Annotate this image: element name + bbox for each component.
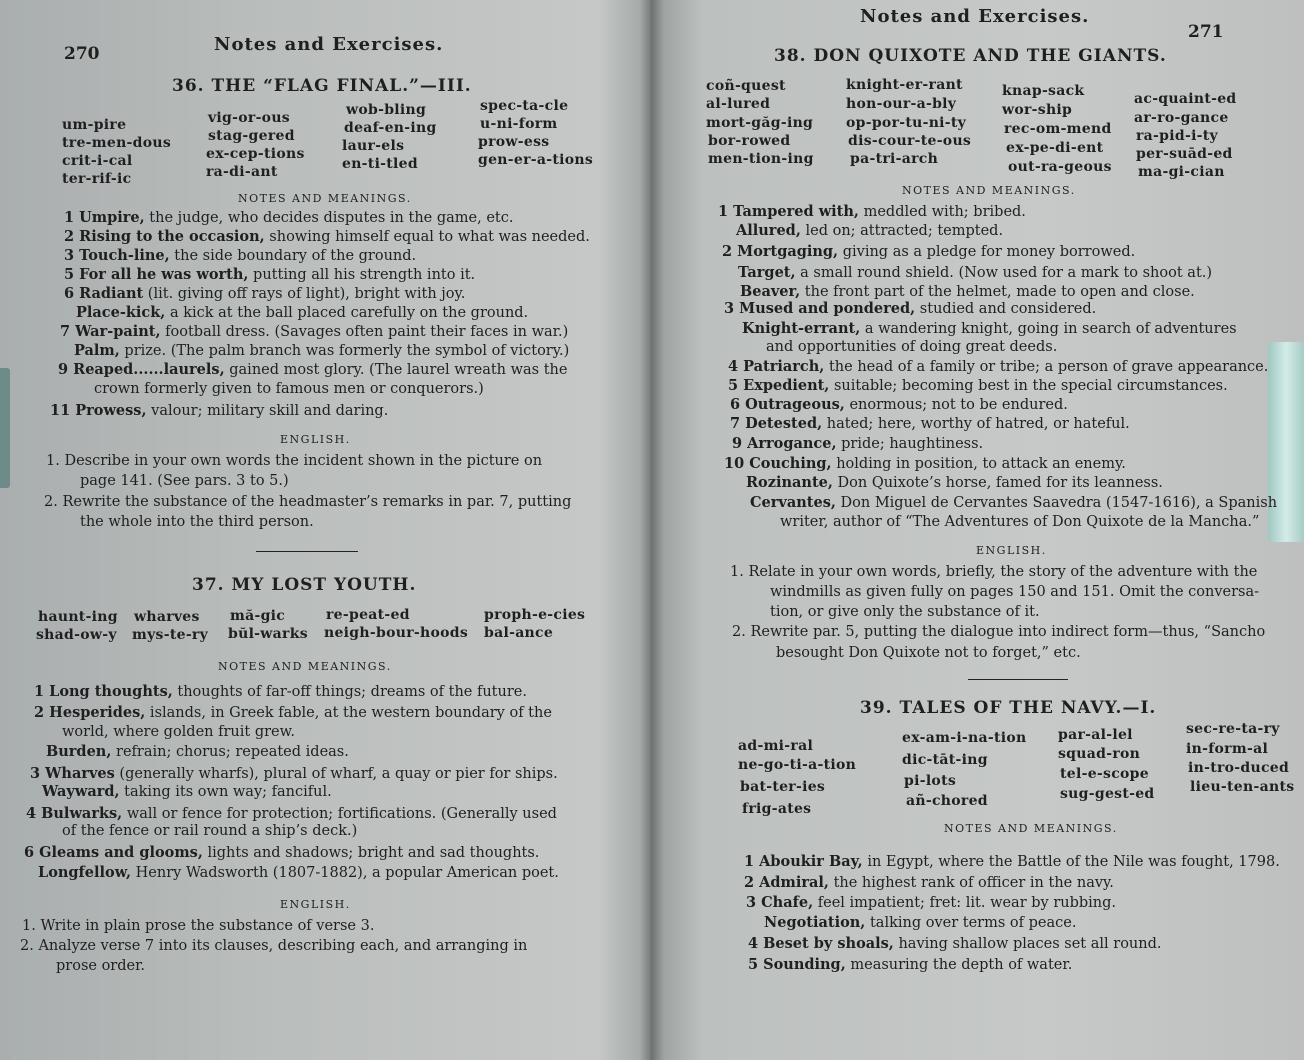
exercise-line: tion, or give only the substance of it. — [770, 604, 1040, 620]
vocab-word: out-ra-geous — [1008, 159, 1112, 175]
note-line: Knight-errant, a wandering knight, going in search of adventures — [742, 320, 1237, 337]
vocab-word: mys-te-ry — [132, 627, 209, 643]
note-line: world, where golden fruit grew. — [62, 724, 295, 740]
exercise-line: 1. Relate in your own words, briefly, the story of the adventure with the — [730, 564, 1258, 580]
vocab-word: ma-gi-cian — [1138, 164, 1225, 180]
vocab-word: wor-ship — [1002, 102, 1073, 118]
exercise-line: 2. Analyze verse 7 into its clauses, describing each, and arranging in — [20, 938, 528, 954]
note-line: 4 Bulwarks, wall or fence for protection; fortifications. (Generally used — [26, 805, 557, 822]
vocab-word: tre-men-dous — [62, 135, 172, 151]
vocab-word: ar-ro-gance — [1134, 110, 1229, 126]
note-line: Burden, refrain; chorus; repeated ideas. — [46, 743, 349, 760]
vocab-word: bal-ance — [484, 625, 554, 641]
exercise-line: the whole into the third person. — [80, 514, 314, 530]
vocab-word: crit-i-cal — [62, 153, 133, 169]
exercise-line: windmills as given fully on pages 150 and 151. Omit the conversa- — [770, 584, 1260, 600]
running-head-right: Notes and Exercises. — [860, 6, 1090, 27]
note-line: 9 Arrogance, pride; haughtiness. — [732, 435, 984, 452]
vocab-word: al-lured — [706, 96, 771, 112]
vocab-word: ad-mi-ral — [738, 738, 814, 754]
note-line: crown formerly given to famous men or conquerors.) — [94, 381, 484, 397]
note-line: Beaver, the front part of the helmet, made to open and close. — [740, 283, 1195, 300]
vocab-word: sec-re-ta-ry — [1186, 721, 1280, 737]
english-caption: ENGLISH. — [280, 433, 351, 446]
page-number-right: 271 — [1188, 22, 1224, 42]
section-divider — [968, 679, 1068, 680]
vocab-word: mă-gic — [230, 608, 286, 624]
exercise-line: 1. Describe in your own words the incident shown in the picture on — [46, 453, 543, 469]
vocab-word: añ-chored — [906, 793, 988, 809]
vocab-word: bŭl-warks — [228, 626, 308, 642]
section-38-title: 38. DON QUIXOTE AND THE GIANTS. — [774, 46, 1167, 66]
vocab-word: rec-om-mend — [1004, 121, 1112, 137]
vocab-word: dic-tāt-ing — [902, 752, 988, 768]
vocab-word: shad-ow-y — [36, 627, 117, 643]
note-line: 1 Long thoughts, thoughts of far-off things; dreams of the future. — [34, 683, 527, 700]
note-line: 2 Hesperides, islands, in Greek fable, at the western boundary of the — [34, 704, 552, 721]
vocab-word: in-tro-duced — [1188, 760, 1290, 776]
note-line: 2 Rising to the occasion, showing himself equal to what was needed. — [64, 228, 590, 245]
note-line: 11 Prowess, valour; military skill and daring. — [50, 402, 389, 419]
vocab-word: pa-tri-arch — [850, 151, 939, 167]
note-line: 5 For all he was worth, putting all his strength into it. — [64, 266, 476, 283]
exercise-line: 2. Rewrite par. 5, putting the dialogue into indirect form—thus, “Sancho — [732, 624, 1266, 640]
vocab-word: frig-ates — [742, 801, 812, 817]
note-line: 7 War-paint, football dress. (Savages often paint their faces in war.) — [60, 323, 569, 340]
vocab-word: bor-rowed — [708, 133, 791, 149]
book-gutter — [640, 0, 664, 1060]
vocab-word: prow-ess — [478, 134, 550, 150]
vocab-word: hon-our-a-bly — [846, 96, 957, 112]
vocab-word: um-pire — [62, 117, 127, 133]
right-page-glass-weight — [1268, 342, 1304, 542]
note-line: Wayward, taking its own way; fanciful. — [42, 783, 332, 800]
left-page-clip — [0, 368, 10, 488]
vocab-word: lieu-ten-ants — [1190, 779, 1295, 795]
note-line: Longfellow, Henry Wadsworth (1807-1882), a popular American poet. — [38, 864, 559, 881]
note-line: Allured, led on; attracted; tempted. — [736, 222, 1004, 239]
vocab-word: ex-pe-di-ent — [1006, 140, 1104, 156]
note-line: Cervantes, Don Miguel de Cervantes Saavedra (1547-1616), a Spanish — [750, 494, 1278, 511]
note-line: 6 Outrageous, enormous; not to be endured. — [730, 396, 1068, 413]
section-39-title: 39. TALES OF THE NAVY.—I. — [860, 698, 1157, 718]
note-line: and opportunities of doing great deeds. — [766, 339, 1058, 355]
section-36-title: 36. THE “FLAG FINAL.”—III. — [172, 76, 472, 96]
vocab-word: deaf-en-ing — [344, 120, 437, 136]
exercise-line: 1. Write in plain prose the substance of verse 3. — [22, 918, 375, 934]
note-line: 3 Mused and pondered, studied and considered. — [724, 300, 1097, 317]
note-line: Negotiation, talking over terms of peace. — [764, 914, 1077, 931]
vocab-word: proph-e-cies — [484, 607, 586, 623]
vocab-word: ra-pid-i-ty — [1136, 128, 1218, 144]
note-line: Rozinante, Don Quixote’s horse, famed for its leanness. — [746, 474, 1163, 491]
notes-caption: NOTES AND MEANINGS. — [902, 184, 1076, 197]
exercise-line: besought Don Quixote not to forget,” etc. — [776, 645, 1081, 661]
note-line: 3 Touch-line, the side boundary of the ground. — [64, 247, 417, 264]
note-line: Target, a small round shield. (Now used for a mark to shoot at.) — [738, 264, 1213, 281]
note-line: 7 Detested, hated; here, worthy of hatred, or hateful. — [730, 415, 1130, 432]
english-caption: ENGLISH. — [976, 544, 1047, 557]
section-37-title: 37. MY LOST YOUTH. — [192, 575, 417, 595]
notes-caption: NOTES AND MEANINGS. — [218, 660, 392, 673]
vocab-word: tel-e-scope — [1060, 766, 1149, 782]
note-line: 5 Sounding, measuring the depth of water. — [748, 956, 1073, 973]
vocab-word: mort-găg-ing — [706, 115, 814, 131]
vocab-word: gen-er-a-tions — [478, 152, 594, 168]
vocab-word: dis-cour-te-ous — [848, 133, 972, 149]
note-line: 4 Patriarch, the head of a family or tribe; a person of grave appearance. — [728, 358, 1269, 375]
note-line: 1 Tampered with, meddled with; bribed. — [718, 203, 1026, 220]
vocab-word: laur-els — [342, 138, 405, 154]
vocab-word: op-por-tu-ni-ty — [846, 115, 967, 131]
vocab-word: per-suād-ed — [1136, 146, 1233, 162]
notes-caption: NOTES AND MEANINGS. — [238, 192, 412, 205]
vocab-word: ne-go-ti-a-tion — [738, 757, 857, 773]
vocab-word: re-peat-ed — [326, 607, 410, 623]
vocab-word: neigh-bour-hoods — [324, 625, 468, 641]
note-line: 3 Chafe, feel impatient; fret: lit. wear by rubbing. — [746, 894, 1117, 911]
exercise-line: 2. Rewrite the substance of the headmaster’s remarks in par. 7, putting — [44, 494, 572, 510]
vocab-word: en-ti-tled — [342, 156, 418, 172]
vocab-word: spec-ta-cle — [480, 98, 569, 114]
vocab-word: ac-quaint-ed — [1134, 91, 1237, 107]
note-line: of the fence or rail round a ship’s deck.) — [62, 823, 358, 839]
english-caption: ENGLISH. — [280, 898, 351, 911]
running-head-left: Notes and Exercises. — [214, 34, 444, 55]
note-line: Place-kick, a kick at the ball placed carefully on the ground. — [76, 304, 529, 321]
note-line: 1 Umpire, the judge, who decides disputes in the game, etc. — [64, 209, 514, 226]
note-line: 5 Expedient, suitable; becoming best in the special circumstances. — [728, 377, 1228, 394]
section-divider — [256, 551, 358, 552]
exercise-line: prose order. — [56, 958, 146, 974]
vocab-word: squad-ron — [1058, 746, 1141, 762]
vocab-word: ex-cep-tions — [206, 146, 305, 162]
vocab-word: knap-sack — [1002, 83, 1085, 99]
note-line: 10 Couching, holding in position, to attack an enemy. — [724, 455, 1126, 472]
vocab-word: sug-gest-ed — [1060, 786, 1155, 802]
page-number-left: 270 — [64, 44, 100, 64]
note-line: Palm, prize. (The palm branch was formerly the symbol of victory.) — [74, 342, 570, 359]
vocab-word: bat-ter-ies — [740, 779, 826, 795]
vocab-word: coñ-quest — [706, 78, 786, 94]
note-line: 4 Beset by shoals, having shallow places set all round. — [748, 935, 1162, 952]
note-line: 6 Radiant (lit. giving off rays of light), bright with joy. — [64, 285, 466, 302]
vocab-word: ter-rif-ic — [62, 171, 132, 187]
note-line: 2 Admiral, the highest rank of officer in the navy. — [744, 874, 1114, 891]
vocab-word: haunt-ing — [38, 609, 118, 625]
vocab-word: par-al-lel — [1058, 727, 1133, 743]
note-line: 1 Aboukir Bay, in Egypt, where the Battle of the Nile was fought, 1798. — [744, 853, 1280, 870]
vocab-word: vig-or-ous — [208, 110, 290, 126]
note-line: writer, author of “The Adventures of Don Quixote de la Mancha.” — [780, 514, 1260, 530]
note-line: 3 Wharves (generally wharfs), plural of wharf, a quay or pier for ships. — [30, 765, 558, 782]
note-line: 9 Reaped......laurels, gained most glory. (The laurel wreath was the — [58, 361, 568, 378]
vocab-word: stag-gered — [208, 128, 295, 144]
vocab-word: wharves — [134, 609, 200, 625]
exercise-line: page 141. (See pars. 3 to 5.) — [80, 473, 289, 489]
vocab-word: pi-lots — [904, 773, 957, 789]
vocab-word: ra-di-ant — [206, 164, 278, 180]
notes-caption: NOTES AND MEANINGS. — [944, 822, 1118, 835]
vocab-word: ex-am-i-na-tion — [902, 730, 1027, 746]
note-line: 6 Gleams and glooms, lights and shadows; bright and sad thoughts. — [24, 844, 540, 861]
vocab-word: wob-bling — [346, 102, 427, 118]
vocab-word: u-ni-form — [480, 116, 558, 132]
vocab-word: in-form-al — [1186, 741, 1269, 757]
vocab-word: knight-er-rant — [846, 77, 963, 93]
note-line: 2 Mortgaging, giving as a pledge for money borrowed. — [722, 243, 1136, 260]
vocab-word: men-tion-ing — [708, 151, 814, 167]
